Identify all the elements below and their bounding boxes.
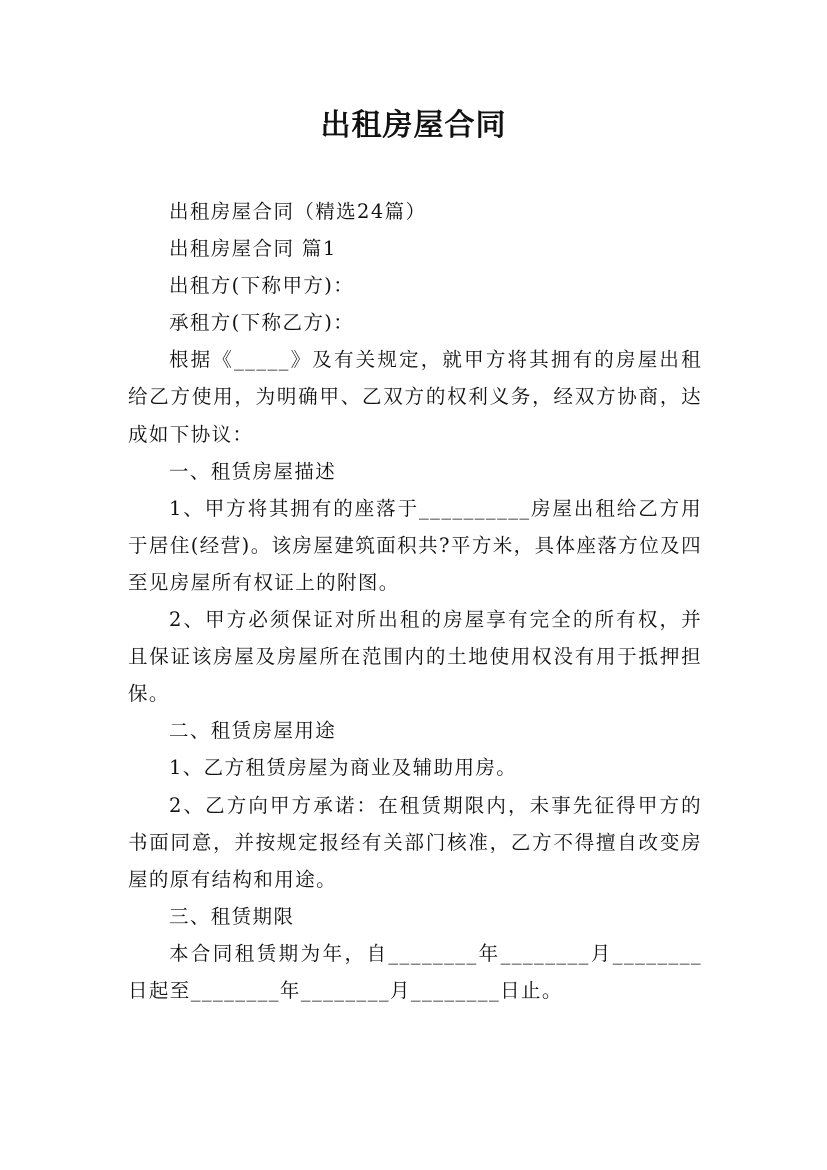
clause-paragraph: 2、乙方向甲方承诺：在租赁期限内，未事先征得甲方的书面同意，并按规定报经有关部门核准，乙方不得擅自改变房屋的原有结构和用途。 — [128, 793, 702, 891]
clause-paragraph: 2、甲方必须保证对所出租的房屋享有完全的所有权，并且保证该房屋及房屋所在范围内的土地使用权没有用于抵押担保。 — [128, 608, 702, 706]
preamble-paragraph: 根据《_____》及有关规定，就甲方将其拥有的房屋出租给乙方使用，为明确甲、乙双方的权利义务，经双方协商，达成如下协议： — [128, 348, 702, 446]
clause-heading-3: 三、租赁期限 — [168, 904, 295, 928]
document-title: 出租房屋合同 — [320, 108, 507, 143]
clause-paragraph: 1、乙方租赁房屋为商业及辅助用房。 — [168, 756, 518, 780]
subtitle-paragraph: 出租房屋合同（精选24篇） — [168, 200, 427, 223]
clause-heading-1: 一、租赁房屋描述 — [168, 459, 337, 483]
clause-paragraph: 本合同租赁期为年，自________年________月________日起至________年________月________日止。 — [128, 941, 702, 1002]
clause-heading-2: 二、租赁房屋用途 — [168, 719, 337, 743]
document-body — [128, 193, 702, 1009]
lessee-paragraph: 承租方(下称乙方)： — [168, 311, 355, 335]
clause-paragraph: 1、甲方将其拥有的座落于__________房屋出租给乙方用于居住(经营)。该房屋建筑面积共?平方米，具体座落方位及四至见房屋所有权证上的附图。 — [128, 496, 702, 594]
section-heading-paragraph: 出租房屋合同 篇1 — [168, 237, 337, 261]
lessor-paragraph: 出租方(下称甲方)： — [168, 274, 355, 298]
